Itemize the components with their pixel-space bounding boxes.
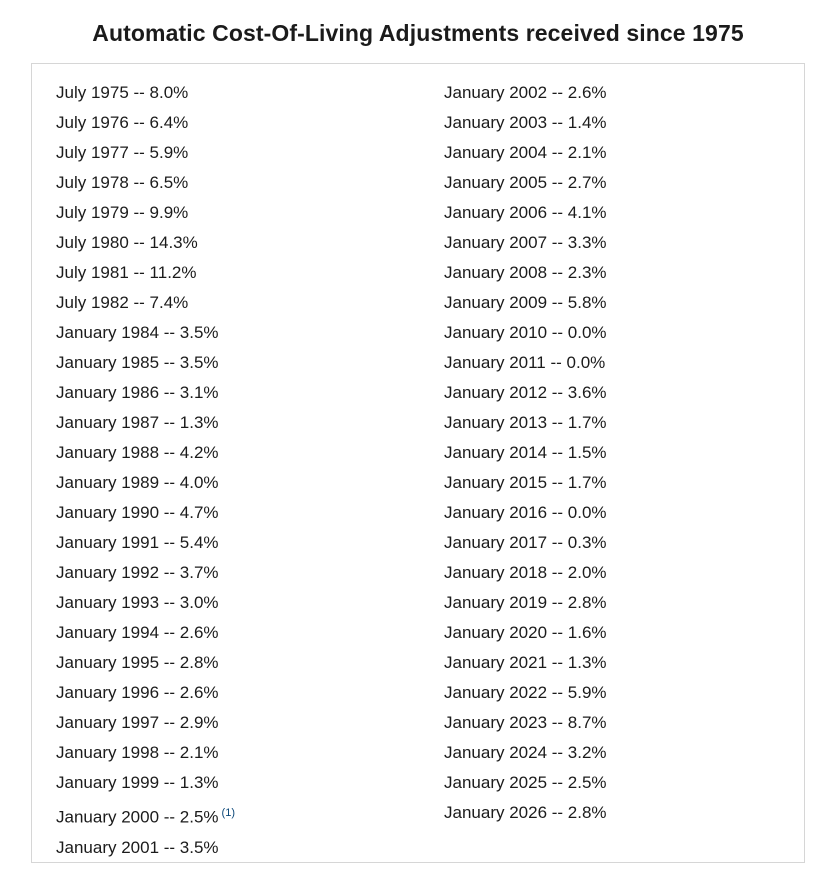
cola-entry xyxy=(444,468,804,498)
cola-entry-label: January 2017 -- 0.3% xyxy=(444,533,607,552)
cola-entry-label: January 2023 -- 8.7% xyxy=(444,713,607,732)
cola-entry-label: January 2004 -- 2.1% xyxy=(444,143,607,162)
cola-entry xyxy=(444,528,804,558)
cola-entry xyxy=(444,348,804,378)
cola-entry xyxy=(444,198,804,228)
cola-entry xyxy=(56,438,418,468)
cola-entry-label: January 2009 -- 5.8% xyxy=(444,293,607,312)
cola-entry-label: January 2006 -- 4.1% xyxy=(444,203,607,222)
cola-entry xyxy=(444,288,804,318)
cola-entry xyxy=(444,378,804,408)
cola-entry xyxy=(444,618,804,648)
cola-columns xyxy=(32,78,804,862)
cola-entry xyxy=(56,108,418,138)
cola-entry-label: January 2000 -- 2.5% xyxy=(56,807,219,827)
cola-entry-label: January 1988 -- 4.2% xyxy=(56,443,219,462)
cola-entry xyxy=(56,258,418,288)
cola-list-box xyxy=(31,63,805,863)
cola-entry-label: January 2014 -- 1.5% xyxy=(444,443,607,462)
cola-entry-label: January 2001 -- 3.5% xyxy=(56,837,219,857)
cola-entry xyxy=(56,468,418,498)
cola-entry xyxy=(56,798,418,833)
cola-entry xyxy=(56,408,418,438)
cola-entry xyxy=(444,558,804,588)
cola-entry-label: January 1993 -- 3.0% xyxy=(56,593,219,612)
page-title: Automatic Cost-Of-Living Adjustments received since 1975 xyxy=(92,20,744,46)
cola-column-right xyxy=(418,78,804,828)
cola-entry xyxy=(444,408,804,438)
footnote-link[interactable]: (1) xyxy=(221,807,235,819)
cola-entry xyxy=(444,588,804,618)
cola-entry-label: July 1977 -- 5.9% xyxy=(56,143,189,162)
cola-entry-label: January 1990 -- 4.7% xyxy=(56,503,219,522)
cola-entry xyxy=(444,228,804,258)
cola-entry-label: January 2015 -- 1.7% xyxy=(444,473,607,492)
cola-entry xyxy=(56,78,418,108)
cola-entry xyxy=(56,738,418,768)
cola-entry-label: July 1979 -- 9.9% xyxy=(56,203,189,222)
cola-entry xyxy=(56,378,418,408)
cola-entry xyxy=(444,768,804,798)
cola-entry xyxy=(444,708,804,738)
cola-entry-label: January 2010 -- 0.0% xyxy=(444,323,607,342)
cola-entry xyxy=(56,288,418,318)
cola-entry-label: January 1998 -- 2.1% xyxy=(56,743,219,762)
cola-entry-label: January 1987 -- 1.3% xyxy=(56,413,219,432)
cola-entry-label: January 1984 -- 3.5% xyxy=(56,323,219,342)
cola-entry xyxy=(56,528,418,558)
cola-entry xyxy=(56,168,418,198)
cola-entry xyxy=(56,318,418,348)
cola-entry-label: January 2019 -- 2.8% xyxy=(444,593,607,612)
cola-entry-label: January 2008 -- 2.3% xyxy=(444,263,607,282)
cola-entry-label: January 2012 -- 3.6% xyxy=(444,383,607,402)
cola-entry xyxy=(56,228,418,258)
cola-entry xyxy=(56,498,418,528)
cola-entry xyxy=(444,108,804,138)
cola-entry-label: January 1989 -- 4.0% xyxy=(56,473,219,492)
cola-entry xyxy=(56,138,418,168)
cola-entry-label: January 2018 -- 2.0% xyxy=(444,563,607,582)
cola-entry-label: January 1991 -- 5.4% xyxy=(56,533,219,552)
cola-entry-label: January 1999 -- 1.3% xyxy=(56,773,219,792)
cola-entry-label: July 1982 -- 7.4% xyxy=(56,293,189,312)
cola-entry xyxy=(56,588,418,618)
cola-entry-label: January 1995 -- 2.8% xyxy=(56,653,219,672)
cola-entry xyxy=(444,78,804,108)
cola-entry xyxy=(444,678,804,708)
cola-entry-label: January 2011 -- 0.0% xyxy=(444,353,606,372)
cola-entry xyxy=(444,258,804,288)
cola-entry xyxy=(444,438,804,468)
cola-entry xyxy=(56,618,418,648)
cola-entry xyxy=(444,738,804,768)
cola-entry xyxy=(444,798,804,828)
cola-entry xyxy=(444,318,804,348)
cola-entry-label: January 2026 -- 2.8% xyxy=(444,803,607,822)
cola-entry-label: January 2022 -- 5.9% xyxy=(444,683,607,702)
cola-entry-label: January 1986 -- 3.1% xyxy=(56,383,219,402)
cola-entry-label: January 2016 -- 0.0% xyxy=(444,503,607,522)
cola-entry xyxy=(56,678,418,708)
cola-entry xyxy=(56,708,418,738)
cola-entry-label: January 2021 -- 1.3% xyxy=(444,653,607,672)
cola-entry xyxy=(444,168,804,198)
cola-entry-label: July 1981 -- 11.2% xyxy=(56,263,197,282)
cola-entry-label: January 2002 -- 2.6% xyxy=(444,83,607,102)
cola-entry-label: January 2024 -- 3.2% xyxy=(444,743,607,762)
cola-entry xyxy=(56,558,418,588)
cola-entry-label: January 2020 -- 1.6% xyxy=(444,623,607,642)
cola-entry-label: July 1980 -- 14.3% xyxy=(56,233,198,252)
cola-entry-label: July 1978 -- 6.5% xyxy=(56,173,189,192)
cola-entry-label: January 1996 -- 2.6% xyxy=(56,683,219,702)
cola-entry-label: January 2025 -- 2.5% xyxy=(444,773,607,792)
cola-entry xyxy=(444,648,804,678)
cola-entry xyxy=(56,348,418,378)
cola-entry-label: January 2013 -- 1.7% xyxy=(444,413,607,432)
cola-entry-label: January 1985 -- 3.5% xyxy=(56,353,219,372)
cola-entry-label: January 1992 -- 3.7% xyxy=(56,563,219,582)
cola-entry xyxy=(56,768,418,798)
cola-entry xyxy=(56,198,418,228)
cola-entry-label: July 1975 -- 8.0% xyxy=(56,83,189,102)
cola-column-left xyxy=(32,78,418,863)
cola-entry-label: July 1976 -- 6.4% xyxy=(56,113,189,132)
cola-entry xyxy=(56,648,418,678)
cola-entry xyxy=(444,498,804,528)
cola-entry-label: January 1994 -- 2.6% xyxy=(56,623,219,642)
cola-entry xyxy=(56,833,418,863)
cola-entry-label: January 2005 -- 2.7% xyxy=(444,173,607,192)
cola-entry-label: January 2003 -- 1.4% xyxy=(444,113,607,132)
cola-entry-label: January 2007 -- 3.3% xyxy=(444,233,607,252)
cola-entry-label: January 1997 -- 2.9% xyxy=(56,713,219,732)
cola-entry xyxy=(444,138,804,168)
